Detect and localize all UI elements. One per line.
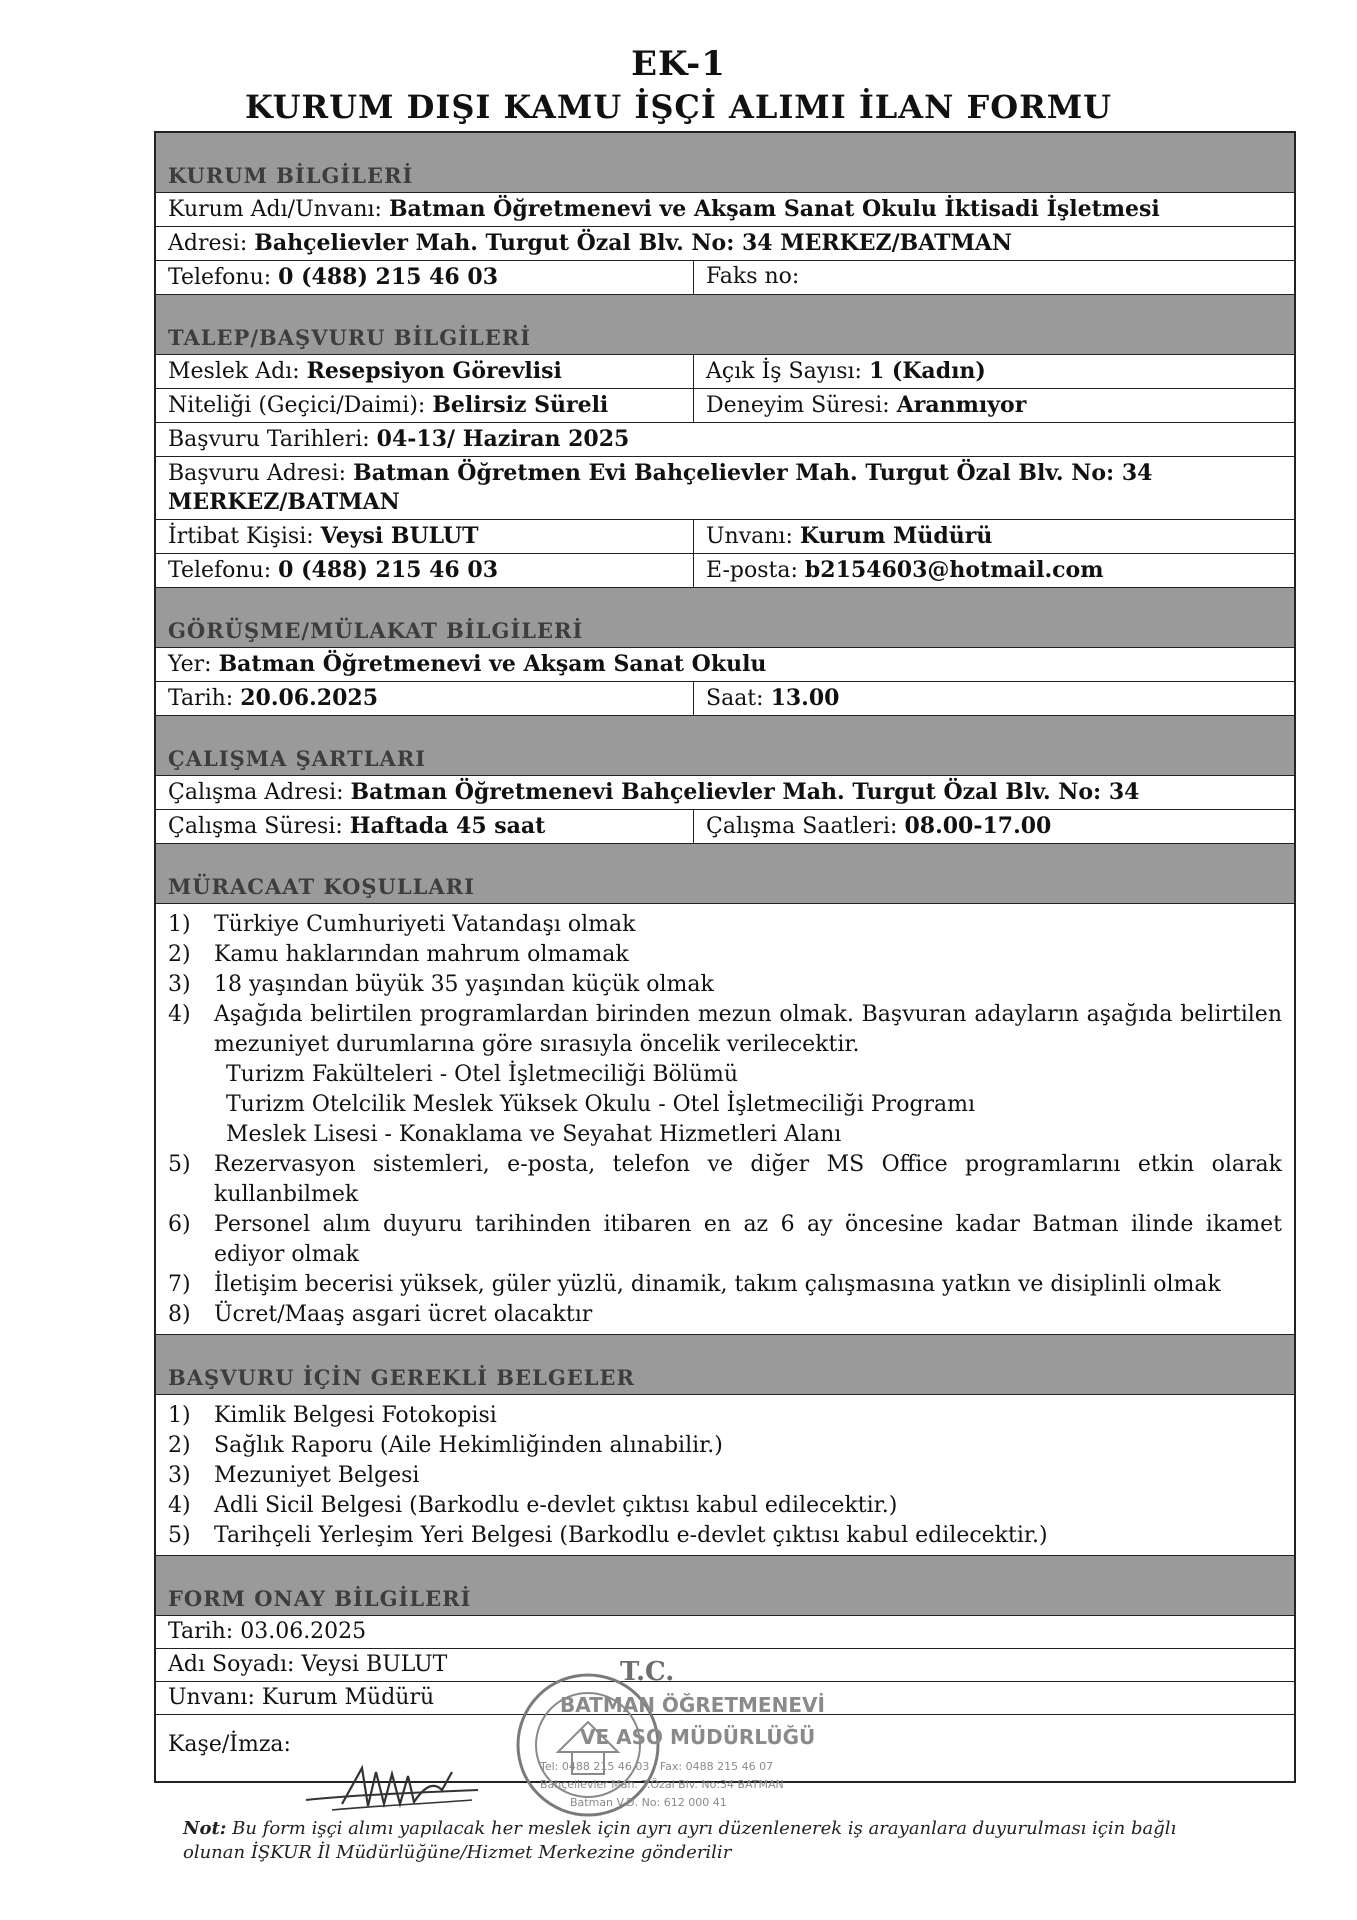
value: 1 (Kadın) [868, 358, 986, 384]
section-header-kurum: KURUM BİLGİLERİ [156, 133, 1294, 193]
item-number: 7) [168, 1272, 191, 1297]
footer-note-label: Not: [183, 1818, 227, 1839]
list-item [168, 1270, 1282, 1300]
item-number: 4) [168, 1493, 191, 1518]
item-number: 4) [168, 1002, 191, 1027]
label: Başvuru Tarihleri: [168, 427, 377, 452]
item-text: İletişim becerisi yüksek, güler yüzlü, dinamik, takım çalışmasına yatkın ve disiplinli olmak [214, 1272, 1221, 1297]
footer-note-text: Bu form işçi alımı yapılacak her meslek için ayrı ayrı düzenlenerek iş arayanlara duyurulması için bağlı olunan İŞKUR İl Müdürlüğüne/Hizmet Merkezine gönderilir [183, 1818, 1177, 1863]
onay-adsoyad: Adı Soyadı: Veysi BULUT [168, 1652, 448, 1677]
row-basvuru-tarih [156, 423, 1294, 457]
label: Adresi: [168, 231, 255, 256]
row-irtibat-telefon [156, 554, 1294, 588]
list-item [168, 1431, 1282, 1461]
muracaat-list [156, 904, 1294, 1335]
label: Çalışma Adresi: [168, 780, 351, 805]
list-item [168, 1210, 1282, 1270]
label: İrtibat Kişisi: [168, 524, 321, 549]
list-item [168, 1000, 1282, 1060]
list-item [168, 1491, 1282, 1521]
item-number: 6) [168, 1212, 191, 1237]
value: Aranmıyor [896, 392, 1027, 418]
value: Veysi BULUT [320, 523, 479, 549]
value: Bahçelievler Mah. Turgut Özal Blv. No: 34 MERKEZ/BATMAN [254, 230, 1013, 256]
row-nitelik [156, 389, 1294, 423]
item-text: Rezervasyon sistemleri, e-posta, telefon ve diğer MS Office programlarını etkin olarak kullanbilmek [214, 1152, 1282, 1207]
item-text: 18 yaşından büyük 35 yaşından küçük olmak [214, 972, 714, 997]
item-text: Türkiye Cumhuriyeti Vatandaşı olmak [214, 912, 636, 937]
footer-note [183, 1817, 1243, 1865]
stamp-line4: Bahçelievler Mah. T.Özal Blv. No:34 BATMAN [540, 1778, 784, 1791]
stamp-line3: Tel: 0488 215 46 03 · Fax: 0488 215 46 07 [540, 1760, 774, 1773]
item-number: 5) [168, 1152, 191, 1177]
onay-kase: Kaşe/İmza: [168, 1732, 291, 1757]
row-irtibat [156, 520, 1294, 554]
list-item [168, 1150, 1282, 1210]
list-item [168, 1461, 1282, 1491]
item-number: 2) [168, 942, 191, 967]
section-header-belgeler: BAŞVURU İÇİN GEREKLİ BELGELER [156, 1335, 1294, 1395]
row-gorusme-tarih [156, 682, 1294, 716]
item-number: 5) [168, 1523, 191, 1548]
label: Açık İş Sayısı: [706, 359, 869, 384]
row-meslek [156, 355, 1294, 389]
official-stamp [470, 1640, 850, 1830]
label: Telefonu: [168, 558, 279, 583]
value: Resepsiyon Görevlisi [306, 358, 562, 384]
item-number: 8) [168, 1302, 191, 1327]
list-item [168, 970, 1282, 1000]
onay-unvan: Unvanı: Kurum Müdürü [168, 1685, 435, 1710]
document-title: KURUM DIŞI KAMU İŞÇİ ALIMI İLAN FORMU [244, 88, 1113, 126]
item-number: 3) [168, 972, 191, 997]
stamp-line1: BATMAN ÖĞRETMENEVİ [560, 1693, 825, 1717]
list-item [168, 1521, 1282, 1551]
label: Kurum Adı/Unvanı: [168, 197, 389, 222]
label: Çalışma Süresi: [168, 814, 350, 839]
label: Yer: [168, 652, 219, 677]
section-header-muracaat: MÜRACAAT KOŞULLARI [156, 844, 1294, 904]
section-header-gorusme: GÖRÜŞME/MÜLAKAT BİLGİLERİ [156, 588, 1294, 648]
label: Meslek Adı: [168, 359, 307, 384]
label: Çalışma Saatleri: [706, 814, 905, 839]
value: 04-13/ Haziran 2025 [376, 426, 630, 452]
job-posting-form [154, 131, 1296, 1783]
label: Saat: [706, 686, 771, 711]
row-kurum-adi [156, 193, 1294, 227]
item-number: 1) [168, 912, 191, 937]
value: Kurum Müdürü [799, 523, 993, 549]
document-label: EK-1 [631, 44, 726, 84]
row-calisma-sure [156, 810, 1294, 844]
program-item: Turizm Otelcilik Meslek Yüksek Okulu - Otel İşletmeciliği Programı [226, 1092, 976, 1117]
item-text: Aşağıda belirtilen programlardan birinden mezun olmak. Başvuran adayların aşağıda belirtilen mezuniyet durumlarına göre sırasıyla öncelik verilecektir. [214, 1002, 1282, 1057]
stamp-line5: Batman V.D. No: 612 000 41 [570, 1796, 727, 1809]
value: Haftada 45 saat [349, 813, 546, 839]
value: Batman Öğretmen Evi Bahçelievler Mah. Turgut Özal Blv. No: 34 MERKEZ/BATMAN [168, 460, 1153, 515]
list-item [168, 910, 1282, 940]
belgeler-list [156, 1395, 1294, 1556]
item-text: Personel alım duyuru tarihinden itibaren en az 6 ay öncesine kadar Batman ilinde ikamet ediyor olmak [214, 1212, 1282, 1267]
value: 08.00-17.00 [904, 813, 1052, 839]
section-header-talep: TALEP/BAŞVURU BİLGİLERİ [156, 295, 1294, 355]
item-text: Tarihçeli Yerleşim Yeri Belgesi (Barkodlu e-devlet çıktısı kabul edilecektir.) [214, 1523, 1048, 1548]
value: b2154603@hotmail.com [804, 557, 1104, 583]
item-number: 2) [168, 1433, 191, 1458]
value: Batman Öğretmenevi ve Akşam Sanat Okulu İktisadi İşletmesi [388, 196, 1160, 222]
label: Tarih: [168, 686, 241, 711]
value: 20.06.2025 [240, 685, 378, 711]
item-text: Mezuniyet Belgesi [214, 1463, 420, 1488]
item-number: 3) [168, 1463, 191, 1488]
row-gorusme-yer [156, 648, 1294, 682]
program-item: Turizm Fakülteleri - Otel İşletmeciliği Bölümü [226, 1062, 739, 1087]
value: 13.00 [770, 685, 840, 711]
row-basvuru-adres [156, 457, 1294, 520]
label: Telefonu: [168, 265, 279, 290]
value: Batman Öğretmenevi ve Akşam Sanat Okulu [218, 651, 767, 677]
label: Unvanı: [706, 524, 800, 549]
value: Belirsiz Süreli [432, 392, 609, 418]
row-calisma-adres [156, 776, 1294, 810]
stamp-tc: T.C. [620, 1657, 675, 1687]
label: E-posta: [706, 558, 805, 583]
list-item [168, 1300, 1282, 1330]
value: Batman Öğretmenevi Bahçelievler Mah. Turgut Özal Blv. No: 34 [350, 779, 1140, 805]
list-item [168, 1401, 1282, 1431]
stamp-line2: VE ASO MÜDÜRLÜĞÜ [580, 1725, 816, 1749]
item-text: Adli Sicil Belgesi (Barkodlu e-devlet çıktısı kabul edilecektir.) [214, 1493, 898, 1518]
label: Faks no: [706, 264, 800, 289]
signature [302, 1760, 482, 1816]
label: Başvuru Adresi: [168, 461, 354, 486]
value: 0 (488) 215 46 03 [278, 264, 499, 290]
item-text: Kimlik Belgesi Fotokopisi [214, 1403, 497, 1428]
row-kurum-telefon [156, 261, 1294, 295]
onay-tarih: Tarih: 03.06.2025 [168, 1619, 367, 1644]
program-item: Meslek Lisesi - Konaklama ve Seyahat Hizmetleri Alanı [226, 1122, 842, 1147]
label: Niteliği (Geçici/Daimi): [168, 393, 433, 418]
section-header-onay: FORM ONAY BİLGİLERİ [156, 1556, 1294, 1616]
item-text: Ücret/Maaş asgari ücret olacaktır [214, 1302, 593, 1327]
label: Deneyim Süresi: [706, 393, 897, 418]
item-text: Sağlık Raporu (Aile Hekimliğinden alınabilir.) [214, 1433, 723, 1458]
item-text: Kamu haklarından mahrum olmamak [214, 942, 629, 967]
item-number: 1) [168, 1403, 191, 1428]
row-kurum-adres [156, 227, 1294, 261]
value: 0 (488) 215 46 03 [278, 557, 499, 583]
list-item [168, 940, 1282, 970]
section-header-calisma: ÇALIŞMA ŞARTLARI [156, 716, 1294, 776]
